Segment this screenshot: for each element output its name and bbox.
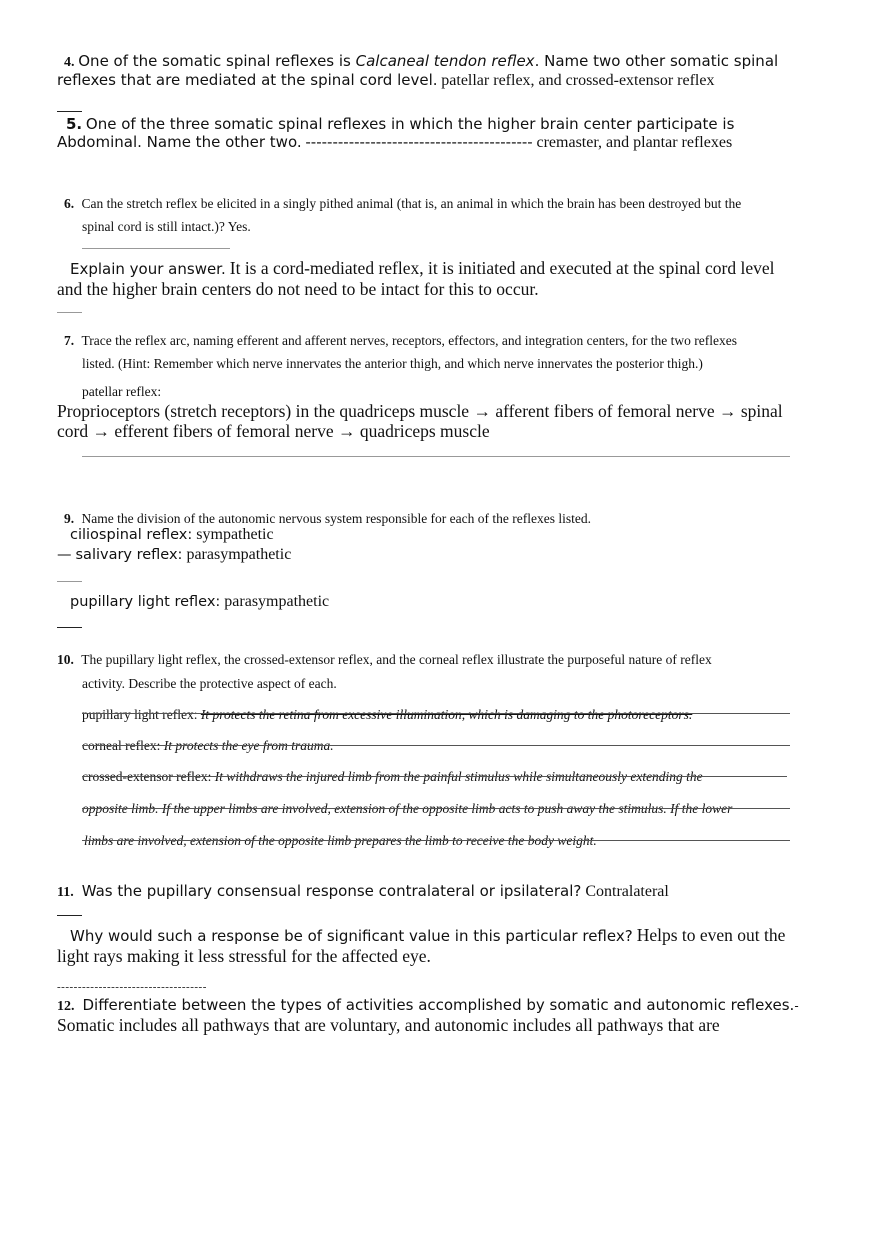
- q11-line1: [57, 882, 669, 901]
- q6-line2: [82, 219, 251, 235]
- q7-answer-2: cord → efferent fibers of femoral nerve → quadriceps muscle: [57, 421, 490, 441]
- q7-patellar-label: patellar reflex:: [82, 384, 162, 399]
- q10-line2: [82, 676, 337, 692]
- q4-divider: [57, 111, 82, 112]
- q6-answer-line: [82, 248, 230, 249]
- q9-ciliospinal-label: ciliospinal reflex:: [70, 527, 193, 543]
- q10-corneal: [82, 738, 334, 754]
- q10-corneal-line: [82, 745, 790, 746]
- q9-question-line1: Name the division of the autonomic nervous system responsible for each of the reflexes listed.: [81, 511, 591, 526]
- q7-question-line1: Trace the reflex arc, naming efferent and afferent nerves, receptors, effectors, and integration centers, for the two reflexes: [81, 333, 737, 348]
- q10-crossed-answer-2: opposite limb. If the upper limbs are involved, extension of the opposite limb acts to push away the stimulus. If the lower: [82, 801, 733, 816]
- q5-question-line1: One of the three somatic spinal reflexes in which the higher brain center participate is: [85, 115, 735, 133]
- q11-why-line1: [70, 925, 785, 946]
- q6-explain-answer-2: and the higher brain centers do not need to be intact for this to occur.: [57, 279, 539, 299]
- q10-crossed-label: crossed-extensor reflex:: [82, 769, 212, 784]
- q6-explain-line1: [70, 258, 774, 279]
- q6-line1: [64, 196, 741, 212]
- q12-line1: [57, 996, 799, 1015]
- q11-divider: [57, 915, 82, 916]
- q10-pupillary-answer: It protects the retina from excessive illumination, which is damaging to the photoreceptors.: [200, 707, 693, 722]
- q11-why-answer-1: Helps to even out the: [636, 925, 786, 945]
- q4-question-line2: reflexes that are mediated at the spinal cord level.: [57, 71, 438, 89]
- q12-question: Differentiate between the types of activities accomplished by somatic and autonomic reflexes.: [82, 996, 795, 1014]
- q9-line1: [64, 511, 591, 527]
- q10-corneal-answer: It protects the eye from trauma.: [163, 738, 334, 753]
- q9-pupillary-label: pupillary light reflex:: [70, 594, 221, 610]
- q7-question-line2: listed. (Hint: Remember which nerve innervates the anterior thigh, and which nerve innervates the posterior thigh.): [82, 356, 703, 371]
- q4-number: 4.: [64, 55, 75, 70]
- q9-divider-1: [57, 581, 82, 582]
- q12-trailing-mark: -: [794, 999, 799, 1013]
- q11-why-label: Why would such a response be of significant value in this particular reflex?: [70, 927, 633, 945]
- q9-ciliospinal: [70, 526, 274, 544]
- q10-number: 10.: [57, 652, 74, 667]
- q10-crossed-answer-1: It withdraws the injured limb from the painful stimulus while simultaneously extending the: [214, 769, 703, 784]
- q5-answer: cremaster, and plantar reflexes: [536, 134, 733, 151]
- q4-line2: [57, 71, 714, 90]
- q11-answer: Contralateral: [585, 883, 669, 900]
- q10-crossed: [82, 769, 703, 785]
- q10-crossed-line-3: [82, 840, 790, 841]
- q11-question: Was the pupillary consensual response contralateral or ipsilateral?: [81, 882, 582, 900]
- q10-pupillary-label: pupillary light reflex:: [82, 707, 198, 722]
- q11-why-answer-2: light rays making it less stressful for the affected eye.: [57, 946, 431, 966]
- q10-pupillary: [82, 707, 692, 723]
- q4-question-suffix: . Name two other somatic spinal: [534, 52, 779, 70]
- q7-line1: [64, 333, 737, 349]
- q7-answer-1: Proprioceptors (stretch receptors) in the quadriceps muscle → afferent fibers of femoral nerve → spinal: [57, 401, 783, 421]
- q12-answer: Somatic includes all pathways that are voluntary, and autonomic includes all pathways that are: [57, 1015, 720, 1035]
- q9-pupillary: [70, 593, 329, 611]
- q7-line2: [82, 356, 703, 372]
- q6-divider: [57, 312, 82, 313]
- q6-number: 6.: [64, 196, 75, 211]
- q10-crossed-line-2: [82, 808, 790, 809]
- q6-explain-label: Explain your answer.: [70, 260, 226, 278]
- q6-question-line2: spinal cord is still intact.)?: [82, 219, 225, 234]
- q10-crossed-line-1: [82, 776, 787, 777]
- q10-pupillary-line: [82, 713, 790, 714]
- q9-salivary-prefix: —: [57, 547, 72, 563]
- q9-salivary-label: salivary reflex:: [75, 547, 183, 563]
- q10-crossed-answer-3: limbs are involved, extension of the opposite limb prepares the limb to receive the body weight.: [84, 833, 597, 848]
- q10-question-line2: activity. Describe the protective aspect of each.: [82, 676, 337, 691]
- q6-answer: Yes.: [227, 219, 251, 234]
- q4-answer: patellar reflex, and crossed-extensor reflex: [441, 72, 715, 89]
- q9-divider-2: [57, 627, 82, 628]
- q10-question-line1: The pupillary light reflex, the crossed-extensor reflex, and the corneal reflex illustrate the purposeful nature of reflex: [81, 652, 712, 667]
- q9-ciliospinal-answer: sympathetic: [196, 526, 274, 543]
- q6-explain-line2: [57, 279, 539, 300]
- q7-answer-line: [82, 456, 790, 457]
- q9-number: 9.: [64, 511, 75, 526]
- q4-question-prefix: One of the somatic spinal reflexes is: [78, 52, 356, 70]
- q5-line1: [66, 115, 734, 134]
- q5-line2: [57, 133, 732, 152]
- q4-line1: [64, 52, 778, 71]
- q10-line1: [57, 652, 712, 668]
- q6-explain-answer-1: It is a cord-mediated reflex, it is initiated and executed at the spinal cord level: [229, 258, 775, 278]
- q12-number: 12.: [57, 999, 75, 1014]
- q10-corneal-label: corneal reflex:: [82, 738, 161, 753]
- q4-italic-term: Calcaneal tendon reflex: [355, 52, 535, 70]
- q9-pupillary-answer: parasympathetic: [224, 593, 330, 610]
- q9-salivary-answer: parasympathetic: [186, 546, 292, 563]
- q5-dashes: ------------------------------------------: [305, 133, 533, 151]
- q7-number: 7.: [64, 333, 75, 348]
- q5-number: 5.: [66, 115, 83, 133]
- q6-question-line1: Can the stretch reflex be elicited in a singly pithed animal (that is, an animal in which the brain has been destroyed but the: [81, 196, 742, 211]
- q11-number: 11.: [57, 885, 74, 900]
- q11-dashes: ------------------------------------: [57, 981, 207, 993]
- q9-salivary: [57, 546, 291, 564]
- q5-question-line2: Abdominal. Name the other two.: [57, 133, 302, 151]
